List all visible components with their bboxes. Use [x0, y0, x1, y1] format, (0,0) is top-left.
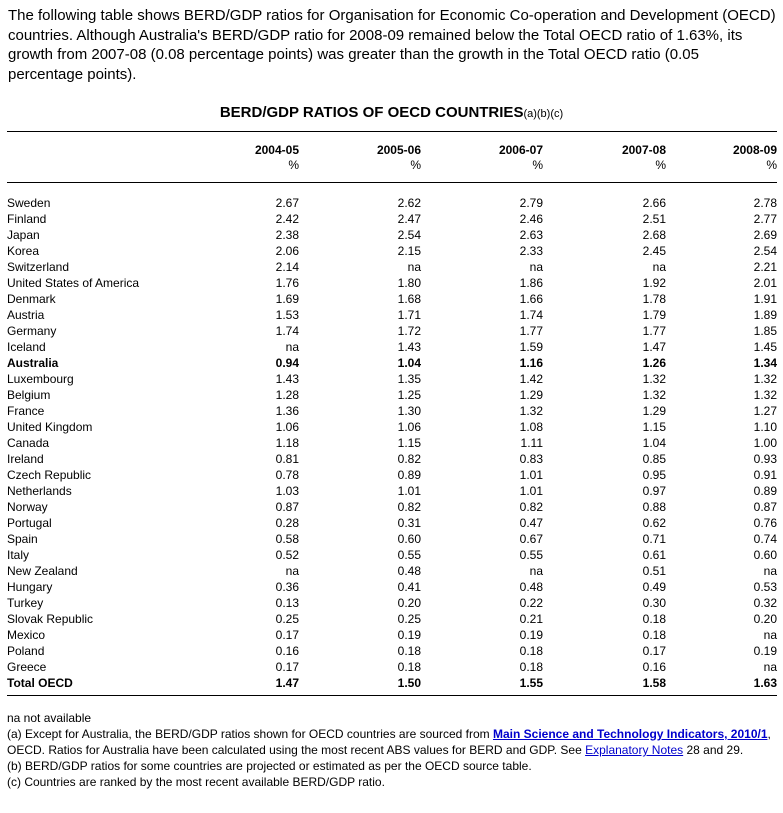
value-cell: 1.11 [520, 436, 543, 450]
country-cell: Netherlands [7, 484, 72, 498]
table-row [7, 259, 777, 275]
unit-header: % [532, 158, 543, 172]
value-cell: 0.88 [642, 500, 666, 514]
value-cell: 0.67 [519, 532, 543, 546]
value-cell: 0.83 [519, 452, 543, 466]
country-cell: Poland [7, 644, 45, 658]
value-cell: 1.68 [397, 292, 421, 306]
table-row [7, 451, 777, 467]
value-cell: na [407, 260, 421, 274]
table-row [7, 579, 777, 595]
country-cell: Hungary [7, 580, 53, 594]
country-cell: Korea [7, 244, 40, 258]
table-row [7, 563, 777, 579]
value-cell: 2.54 [753, 244, 777, 258]
value-cell: 0.52 [275, 548, 299, 562]
header-blank [7, 158, 155, 173]
value-cell: 1.50 [397, 676, 421, 690]
value-cell: 0.19 [397, 628, 421, 642]
value-cell: 1.63 [753, 676, 777, 690]
value-cell: 0.97 [642, 484, 666, 498]
value-cell: 1.15 [642, 420, 666, 434]
year-header: 2004-05 [254, 143, 299, 157]
country-cell: Greece [7, 660, 47, 674]
value-cell: 0.89 [753, 484, 777, 498]
value-cell: 1.72 [397, 324, 421, 338]
table-title-text: BERD/GDP RATIOS OF OECD COUNTRIES [219, 104, 524, 121]
value-cell: 1.35 [397, 372, 421, 386]
value-cell: 1.59 [519, 340, 543, 354]
value-cell: 1.32 [642, 388, 666, 402]
value-cell: 1.45 [753, 340, 777, 354]
table-row [7, 323, 777, 339]
table-row [7, 611, 777, 627]
value-cell: 1.06 [275, 420, 299, 434]
value-cell: 0.76 [753, 516, 777, 530]
value-cell: 1.74 [519, 308, 543, 322]
value-cell: 1.30 [397, 404, 421, 418]
value-cell: 0.18 [397, 660, 421, 674]
table-row [7, 595, 777, 611]
value-cell: 1.66 [519, 292, 543, 306]
value-cell: 0.82 [397, 500, 421, 514]
value-cell: 0.74 [753, 532, 777, 546]
country-cell: Czech Republic [7, 468, 92, 482]
value-cell: 2.54 [397, 228, 421, 242]
unit-header-row [7, 158, 777, 173]
value-cell: 1.77 [642, 324, 666, 338]
table-row [7, 675, 777, 691]
value-cell: 0.16 [275, 644, 299, 658]
value-cell: 1.01 [519, 484, 543, 498]
value-cell: 0.18 [642, 628, 666, 642]
value-cell: 2.68 [642, 228, 666, 242]
table-row [7, 627, 777, 643]
value-cell: 0.36 [275, 580, 299, 594]
value-cell: 2.63 [519, 228, 543, 242]
value-cell: 1.77 [519, 324, 543, 338]
value-cell: 2.06 [275, 244, 299, 258]
table-row [7, 643, 777, 659]
value-cell: 1.47 [642, 340, 666, 354]
table-row [7, 291, 777, 307]
value-cell: 1.06 [397, 420, 421, 434]
value-cell: 2.69 [753, 228, 777, 242]
data-table [7, 195, 777, 691]
country-cell: Ireland [7, 452, 44, 466]
value-cell: 2.33 [519, 244, 543, 258]
value-cell: 2.77 [753, 212, 777, 226]
value-cell: 2.01 [753, 276, 777, 290]
year-header: 2006-07 [498, 143, 543, 157]
footnote-a-prefix: (a) Except for Australia, the BERD/GDP ratios shown for OECD countries are sourced from [7, 727, 493, 741]
country-cell: Germany [7, 324, 57, 338]
table-header [7, 143, 777, 173]
value-cell: 2.45 [642, 244, 666, 258]
value-cell: 0.18 [519, 644, 543, 658]
value-cell: 1.58 [642, 676, 666, 690]
value-cell: 0.61 [642, 548, 666, 562]
value-cell: 2.38 [275, 228, 299, 242]
value-cell: na [529, 564, 543, 578]
value-cell: 1.18 [275, 436, 299, 450]
value-cell: 1.01 [397, 484, 421, 498]
value-cell: 0.95 [642, 468, 666, 482]
value-cell: 0.94 [275, 356, 299, 370]
value-cell: 0.62 [642, 516, 666, 530]
value-cell: 1.32 [753, 372, 777, 386]
table-row [7, 275, 777, 291]
value-cell: 0.55 [397, 548, 421, 562]
country-cell: Luxembourg [7, 372, 74, 386]
footnote-c: (c) Countries are ranked by the most recent available BERD/GDP ratio. [7, 775, 385, 789]
table-row [7, 307, 777, 323]
country-cell: Austria [7, 308, 45, 322]
country-cell: Spain [7, 532, 38, 546]
value-cell: 1.29 [642, 404, 666, 418]
country-cell: Canada [7, 436, 50, 450]
footnotes [7, 710, 777, 790]
top-rule [7, 131, 777, 132]
value-cell: 0.71 [642, 532, 666, 546]
value-cell: 1.92 [642, 276, 666, 290]
value-cell: 2.51 [642, 212, 666, 226]
country-cell: Denmark [7, 292, 56, 306]
intro-paragraph: The following table shows BERD/GDP ratios for Organisation for Economic Co-operation and Development (OECD) countries. Although Australia's BERD/GDP ratio for 2008-09 remained below the Total OECD ratio of 1.63%, its growth from 2007-08 (0.08 percentage points) was greater than the growth in the Total OECD ratio (0.05 percentage points). [8, 7, 776, 83]
header-blank [7, 143, 155, 158]
value-cell: 1.43 [275, 372, 299, 386]
country-cell: Italy [7, 548, 30, 562]
value-cell: na [763, 660, 777, 674]
country-cell: Slovak Republic [7, 612, 94, 626]
footnote-na: na not available [7, 711, 92, 725]
header-rule [7, 182, 777, 183]
value-cell: 1.04 [397, 356, 421, 370]
value-cell: 2.79 [519, 196, 543, 210]
value-cell: 1.10 [753, 420, 777, 434]
value-cell: 1.08 [519, 420, 543, 434]
country-cell: Portugal [7, 516, 52, 530]
value-cell: 0.22 [519, 596, 543, 610]
year-header: 2008-09 [732, 143, 777, 157]
value-cell: 0.53 [753, 580, 777, 594]
value-cell: 0.60 [397, 532, 421, 546]
value-cell: 0.41 [397, 580, 421, 594]
value-cell: 0.13 [275, 596, 299, 610]
value-cell: 2.66 [642, 196, 666, 210]
country-cell: France [7, 404, 45, 418]
country-cell: Belgium [7, 388, 51, 402]
table-row [7, 355, 777, 371]
value-cell: 2.42 [275, 212, 299, 226]
value-cell: 1.00 [753, 436, 777, 450]
table-row [7, 387, 777, 403]
value-cell: 0.19 [753, 644, 777, 658]
value-cell: na [285, 564, 299, 578]
msti-link[interactable]: Main Science and Technology Indicators, 2010/1 [492, 727, 768, 741]
table-row [7, 499, 777, 515]
value-cell: 0.30 [642, 596, 666, 610]
country-cell: Norway [7, 500, 48, 514]
value-cell: 0.17 [275, 660, 299, 674]
explanatory-notes-link[interactable]: Explanatory Notes [585, 743, 684, 757]
value-cell: 1.26 [642, 356, 666, 370]
bottom-rule [7, 695, 777, 696]
value-cell: 1.86 [519, 276, 543, 290]
value-cell: 1.27 [753, 404, 777, 418]
value-cell: 2.47 [397, 212, 421, 226]
table-row [7, 339, 777, 355]
value-cell: 1.03 [275, 484, 299, 498]
value-cell: 0.17 [275, 628, 299, 642]
value-cell: 2.15 [397, 244, 421, 258]
value-cell: 1.91 [753, 292, 777, 306]
value-cell: 2.62 [397, 196, 421, 210]
value-cell: 1.53 [275, 308, 299, 322]
value-cell: 0.51 [642, 564, 666, 578]
unit-header: % [288, 158, 299, 172]
value-cell: 1.79 [642, 308, 666, 322]
data-table-body [7, 195, 777, 691]
value-cell: na [652, 260, 666, 274]
value-cell: 1.69 [275, 292, 299, 306]
value-cell: 1.34 [753, 356, 777, 370]
value-cell: na [529, 260, 543, 274]
value-cell: 1.74 [275, 324, 299, 338]
value-cell: 0.93 [753, 452, 777, 466]
unit-header: % [766, 158, 777, 172]
country-cell: Mexico [7, 628, 46, 642]
value-cell: 1.04 [642, 436, 666, 450]
footnote-a [7, 726, 777, 758]
value-cell: 0.18 [642, 612, 666, 626]
table-row [7, 547, 777, 563]
value-cell: 1.80 [397, 276, 421, 290]
footnote-a-middle: , OECD. Ratios for Australia have been calculated using the most recent ABS values for BERD and GDP. See [7, 727, 771, 757]
value-cell: 2.14 [275, 260, 299, 274]
value-cell: 0.28 [275, 516, 299, 530]
value-cell: 2.78 [753, 196, 777, 210]
value-cell: 0.48 [397, 564, 421, 578]
value-cell: 0.48 [519, 580, 543, 594]
value-cell: 1.76 [275, 276, 299, 290]
country-cell: Japan [7, 228, 40, 242]
value-cell: 1.15 [397, 436, 421, 450]
value-cell: 0.55 [519, 548, 543, 562]
value-cell: 1.32 [642, 372, 666, 386]
value-cell: 1.71 [397, 308, 421, 322]
value-cell: 2.46 [519, 212, 543, 226]
footnote-b: (b) BERD/GDP ratios for some countries are projected or estimated as per the OECD source table. [7, 759, 532, 773]
value-cell: 0.20 [397, 596, 421, 610]
value-cell: 0.18 [519, 660, 543, 674]
table-title [0, 104, 783, 121]
value-cell: 1.89 [753, 308, 777, 322]
country-cell: Total OECD [7, 676, 73, 690]
value-cell: 1.36 [275, 404, 299, 418]
table-row [7, 467, 777, 483]
value-cell: na [285, 340, 299, 354]
value-cell: 1.55 [519, 676, 543, 690]
table-row [7, 403, 777, 419]
value-cell: 0.78 [275, 468, 299, 482]
value-cell: 0.81 [275, 452, 299, 466]
value-cell: 1.16 [519, 356, 543, 370]
value-cell: 0.31 [397, 516, 421, 530]
table-row [7, 515, 777, 531]
value-cell: 0.20 [753, 612, 777, 626]
value-cell: 1.01 [519, 468, 543, 482]
country-cell: United States of America [7, 276, 140, 290]
country-cell: Australia [7, 356, 59, 370]
table-row [7, 659, 777, 675]
value-cell: 0.18 [397, 644, 421, 658]
value-cell: 0.16 [642, 660, 666, 674]
value-cell: 0.21 [519, 612, 543, 626]
footnote-a-suffix: 28 and 29. [683, 743, 744, 757]
country-cell: Iceland [7, 340, 46, 354]
year-header-row [7, 143, 777, 158]
country-cell: United Kingdom [7, 420, 93, 434]
country-cell: New Zealand [7, 564, 78, 578]
value-cell: 0.25 [275, 612, 299, 626]
table-row [7, 227, 777, 243]
value-cell: 0.47 [519, 516, 543, 530]
value-cell: 2.21 [753, 260, 777, 274]
value-cell: 1.42 [519, 372, 543, 386]
country-cell: Sweden [7, 196, 51, 210]
table-title-notes: (a)(b)(c) [523, 108, 564, 120]
value-cell: na [763, 628, 777, 642]
year-header: 2007-08 [621, 143, 666, 157]
value-cell: 0.49 [642, 580, 666, 594]
value-cell: 1.32 [519, 404, 543, 418]
value-cell: 1.25 [397, 388, 421, 402]
value-cell: 0.91 [753, 468, 777, 482]
table-row [7, 419, 777, 435]
value-cell: 0.25 [397, 612, 421, 626]
value-cell: 0.85 [642, 452, 666, 466]
unit-header: % [410, 158, 421, 172]
table-row [7, 531, 777, 547]
table-row [7, 435, 777, 451]
value-cell: 1.78 [642, 292, 666, 306]
table-row [7, 195, 777, 211]
country-cell: Finland [7, 212, 47, 226]
value-cell: 0.32 [753, 596, 777, 610]
value-cell: 0.60 [753, 548, 777, 562]
table-row [7, 483, 777, 499]
value-cell: 1.28 [275, 388, 299, 402]
value-cell: 1.85 [753, 324, 777, 338]
value-cell: 0.58 [275, 532, 299, 546]
value-cell: 0.89 [397, 468, 421, 482]
value-cell: 0.87 [275, 500, 299, 514]
value-cell: 1.29 [519, 388, 543, 402]
value-cell: 2.67 [275, 196, 299, 210]
value-cell: 1.43 [397, 340, 421, 354]
value-cell: 1.32 [753, 388, 777, 402]
table-row [7, 371, 777, 387]
value-cell: 0.82 [519, 500, 543, 514]
value-cell: 0.87 [753, 500, 777, 514]
value-cell: 0.19 [519, 628, 543, 642]
country-cell: Switzerland [7, 260, 70, 274]
table-row [7, 211, 777, 227]
unit-header: % [655, 158, 666, 172]
year-header: 2005-06 [376, 143, 421, 157]
table-row [7, 243, 777, 259]
value-cell: 0.17 [642, 644, 666, 658]
country-cell: Turkey [7, 596, 44, 610]
value-cell: na [763, 564, 777, 578]
value-cell: 1.47 [275, 676, 299, 690]
value-cell: 0.82 [397, 452, 421, 466]
